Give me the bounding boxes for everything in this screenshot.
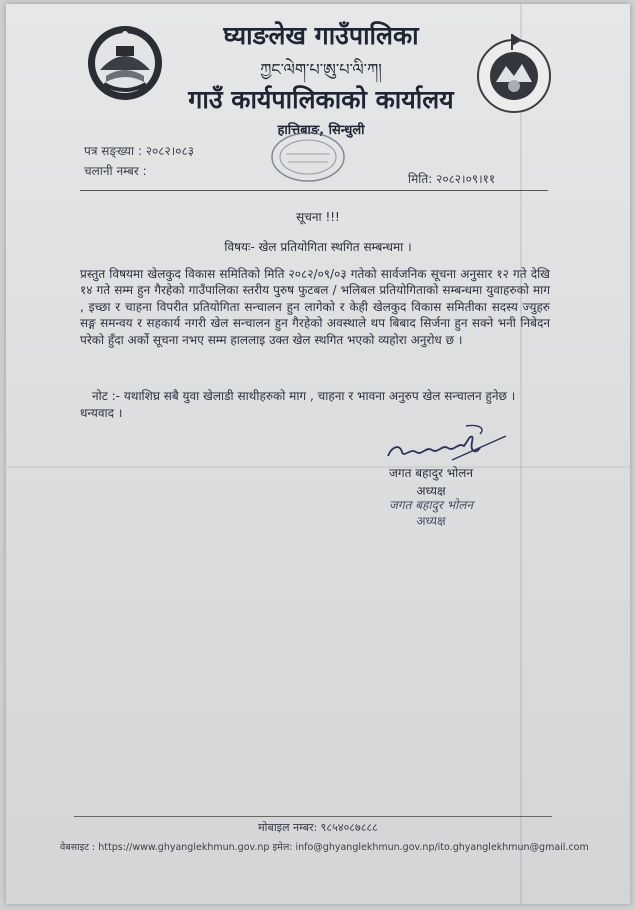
- signatory-title: अध्यक्ष: [416, 484, 446, 498]
- paper-fold-horizontal: [6, 466, 630, 468]
- office-location: हात्तिबाङ, सिन्धुली: [277, 123, 365, 138]
- municipality-name-alt-script: ཀྱང་ལེག་པ་ཨུ་པ་ལི་ཀ།: [260, 60, 382, 79]
- dispatch-number: चलानी नम्बर :: [84, 164, 147, 178]
- notice-subject: विषयः- खेल प्रतियोगिता स्थगित सम्बन्धमा ।: [224, 240, 412, 254]
- reference-number: पत्र सङ्ख्या : २०८२।०८३: [84, 144, 194, 158]
- office-stamp: [268, 130, 348, 184]
- handwritten-signature: [382, 418, 512, 468]
- notice-body: प्रस्तुत विषयमा खेलकुद विकास समितिको मिति २०८२/०९/०३ गतेको सार्वजनिक सूचना अनुसार १२ गते देखि १४ गते सम्म हुन गैरहेको गाउँपालिका स्तरीय पुरुष फुटबल / भलिबल प्रतियोगिताको सम्बन्धमा युवाहरुको माग , इच्छा र चाहना विपरीत प्रतियोगिता सन्चालन हुन लागेको र केही खेलकुद विकास समितीका सदस्य ज्युहरु सङ्ग समन्वय र सहकार्य नगरी खेल सन्चालन हुन गैरहेको अवस्थाले थप बिबाद सिर्जना हुन सक्ने भनी निबेदन परेको हुँदा अर्को सूचना नभए सम्म हाललाइ उक्त खेल स्थगित भएको व्यहोरा अनुरोध छ ।: [80, 267, 550, 347]
- paper-fold-vertical: [520, 4, 522, 904]
- municipality-name: घ्याङलेख गाउँपालिका: [223, 21, 419, 50]
- footer-website-email: वेबसाइट : https://www.ghyanglekhmun.gov.np इमेल: info@ghyanglekhmun.gov.np/ito.ghyanglekhmun@gmail.com: [60, 842, 589, 853]
- footer-mobile: मोबाइल नम्बर: ९८५४०८७८८८: [258, 821, 378, 834]
- notice-heading: सूचना !!!: [296, 210, 340, 224]
- notice-note: नोट :- यथाशिघ्र सबै युवा खेलाडी साथीहरुको माग , चाहना र भावना अनुरुप खेल सन्चालन हुनेछ ।: [92, 389, 516, 403]
- letter-date: मिति: २०८२।०९।११: [408, 172, 496, 186]
- letter-page: [6, 4, 630, 904]
- signatory-stamp-title: अध्यक्ष: [416, 514, 446, 528]
- government-emblem-icon: [86, 24, 164, 102]
- signatory-name: जगत बहादुर भोलन: [388, 466, 474, 480]
- header-divider: [80, 190, 548, 191]
- office-name: गाउँ कार्यपालिकाको कार्यालय: [188, 85, 454, 114]
- closing-thanks: धन्यवाद ।: [80, 406, 123, 420]
- municipality-logo-icon: [474, 30, 554, 116]
- signatory-stamp-name: जगत बहादुर भोलन: [388, 498, 474, 512]
- footer-divider: [74, 816, 552, 817]
